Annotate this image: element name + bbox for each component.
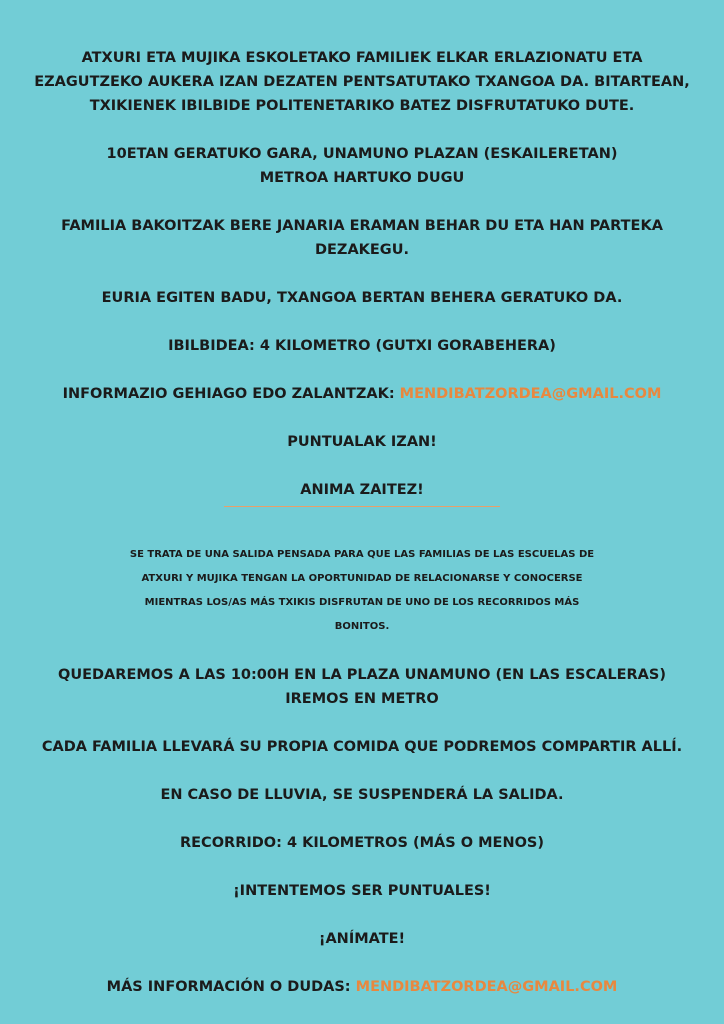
es-punctual <box>0 879 724 903</box>
es-meeting-line: IREMOS EN METRO <box>285 691 439 707</box>
es-intro-line: SE TRATA DE UNA SALIDA PENSADA PARA QUE LAS FAMILIAS DE LAS ESCUELAS DE <box>129 549 595 560</box>
es-rain-text: EN CASO DE LLUVIA, SE SUSPENDERÁ LA SALIDA. <box>160 787 564 803</box>
eu-cheer-text: ANIMA ZAITEZ! <box>300 482 424 498</box>
language-divider <box>224 506 500 507</box>
eu-intro-line: EZAGUTZEKO AUKERA IZAN DEZATEN PENTSATUTAKO TXANGOA DA. BITARTEAN, <box>34 74 690 90</box>
eu-email-link[interactable]: MENDIBATZORDEA@GMAIL.COM <box>399 386 662 402</box>
eu-cheer <box>0 478 724 502</box>
es-intro <box>0 543 724 639</box>
eu-food <box>0 214 724 262</box>
eu-intro-line: TXIKIENEK IBILBIDE POLITENETARIKO BATEZ DISFRUTATUKO DUTE. <box>89 98 635 114</box>
es-intro-line: BONITOS. <box>334 621 390 632</box>
es-punctual-text: ¡INTENTEMOS SER PUNTUALES! <box>233 883 491 899</box>
eu-intro-line: ATXURI ETA MUJIKA ESKOLETAKO FAMILIEK ELKAR ERLAZIONATU ETA <box>81 50 643 66</box>
eu-info-label: INFORMAZIO GEHIAGO EDO ZALANTZAK: <box>62 386 400 402</box>
es-meeting <box>0 663 724 711</box>
eu-info-line <box>6 382 718 406</box>
eu-intro <box>0 46 724 118</box>
eu-meeting-line: METROA HARTUKO DUGU <box>259 170 465 186</box>
es-rain <box>0 783 724 807</box>
eu-info <box>0 382 724 406</box>
es-email-link[interactable]: MENDIBATZORDEA@GMAIL.COM <box>355 979 618 995</box>
es-food <box>0 735 724 759</box>
eu-meeting <box>0 142 724 190</box>
es-info-line <box>6 975 718 999</box>
es-cheer <box>0 927 724 951</box>
es-food-text: CADA FAMILIA LLEVARÁ SU PROPIA COMIDA QUE PODREMOS COMPARTIR ALLÍ. <box>41 739 683 755</box>
eu-punctual-text: PUNTUALAK IZAN! <box>287 434 437 450</box>
eu-meeting-line: 10ETAN GERATUKO GARA, UNAMUNO PLAZAN (ESKAILERETAN) <box>106 146 618 162</box>
es-cheer-text: ¡ANÍMATE! <box>318 931 406 947</box>
eu-punctual <box>0 430 724 454</box>
eu-rain <box>0 286 724 310</box>
eu-route-text: IBILBIDEA: 4 KILOMETRO (GUTXI GORABEHERA) <box>168 338 556 354</box>
es-meeting-line: QUEDAREMOS A LAS 10:00H EN LA PLAZA UNAMUNO (EN LAS ESCALERAS) <box>58 667 666 683</box>
es-intro-line: MIENTRAS LOS/AS MÁS TXIKIS DISFRUTAN DE UNO DE LOS RECORRIDOS MÁS <box>144 597 580 608</box>
eu-food-line: DEZAKEGU. <box>314 242 409 258</box>
es-route-text: RECORRIDO: 4 KILOMETROS (MÁS O MENOS) <box>179 835 544 851</box>
eu-rain-text: EURIA EGITEN BADU, TXANGOA BERTAN BEHERA GERATUKO DA. <box>101 290 623 306</box>
es-route <box>0 831 724 855</box>
eu-route <box>0 334 724 358</box>
es-info-label: MÁS INFORMACIÓN O DUDAS: <box>106 979 356 995</box>
es-info <box>0 975 724 999</box>
es-intro-line: ATXURI Y MUJIKA TENGAN LA OPORTUNIDAD DE RELACIONARSE Y CONOCERSE <box>141 573 583 584</box>
eu-food-line: FAMILIA BAKOITZAK BERE JANARIA ERAMAN BEHAR DU ETA HAN PARTEKA <box>61 218 663 234</box>
